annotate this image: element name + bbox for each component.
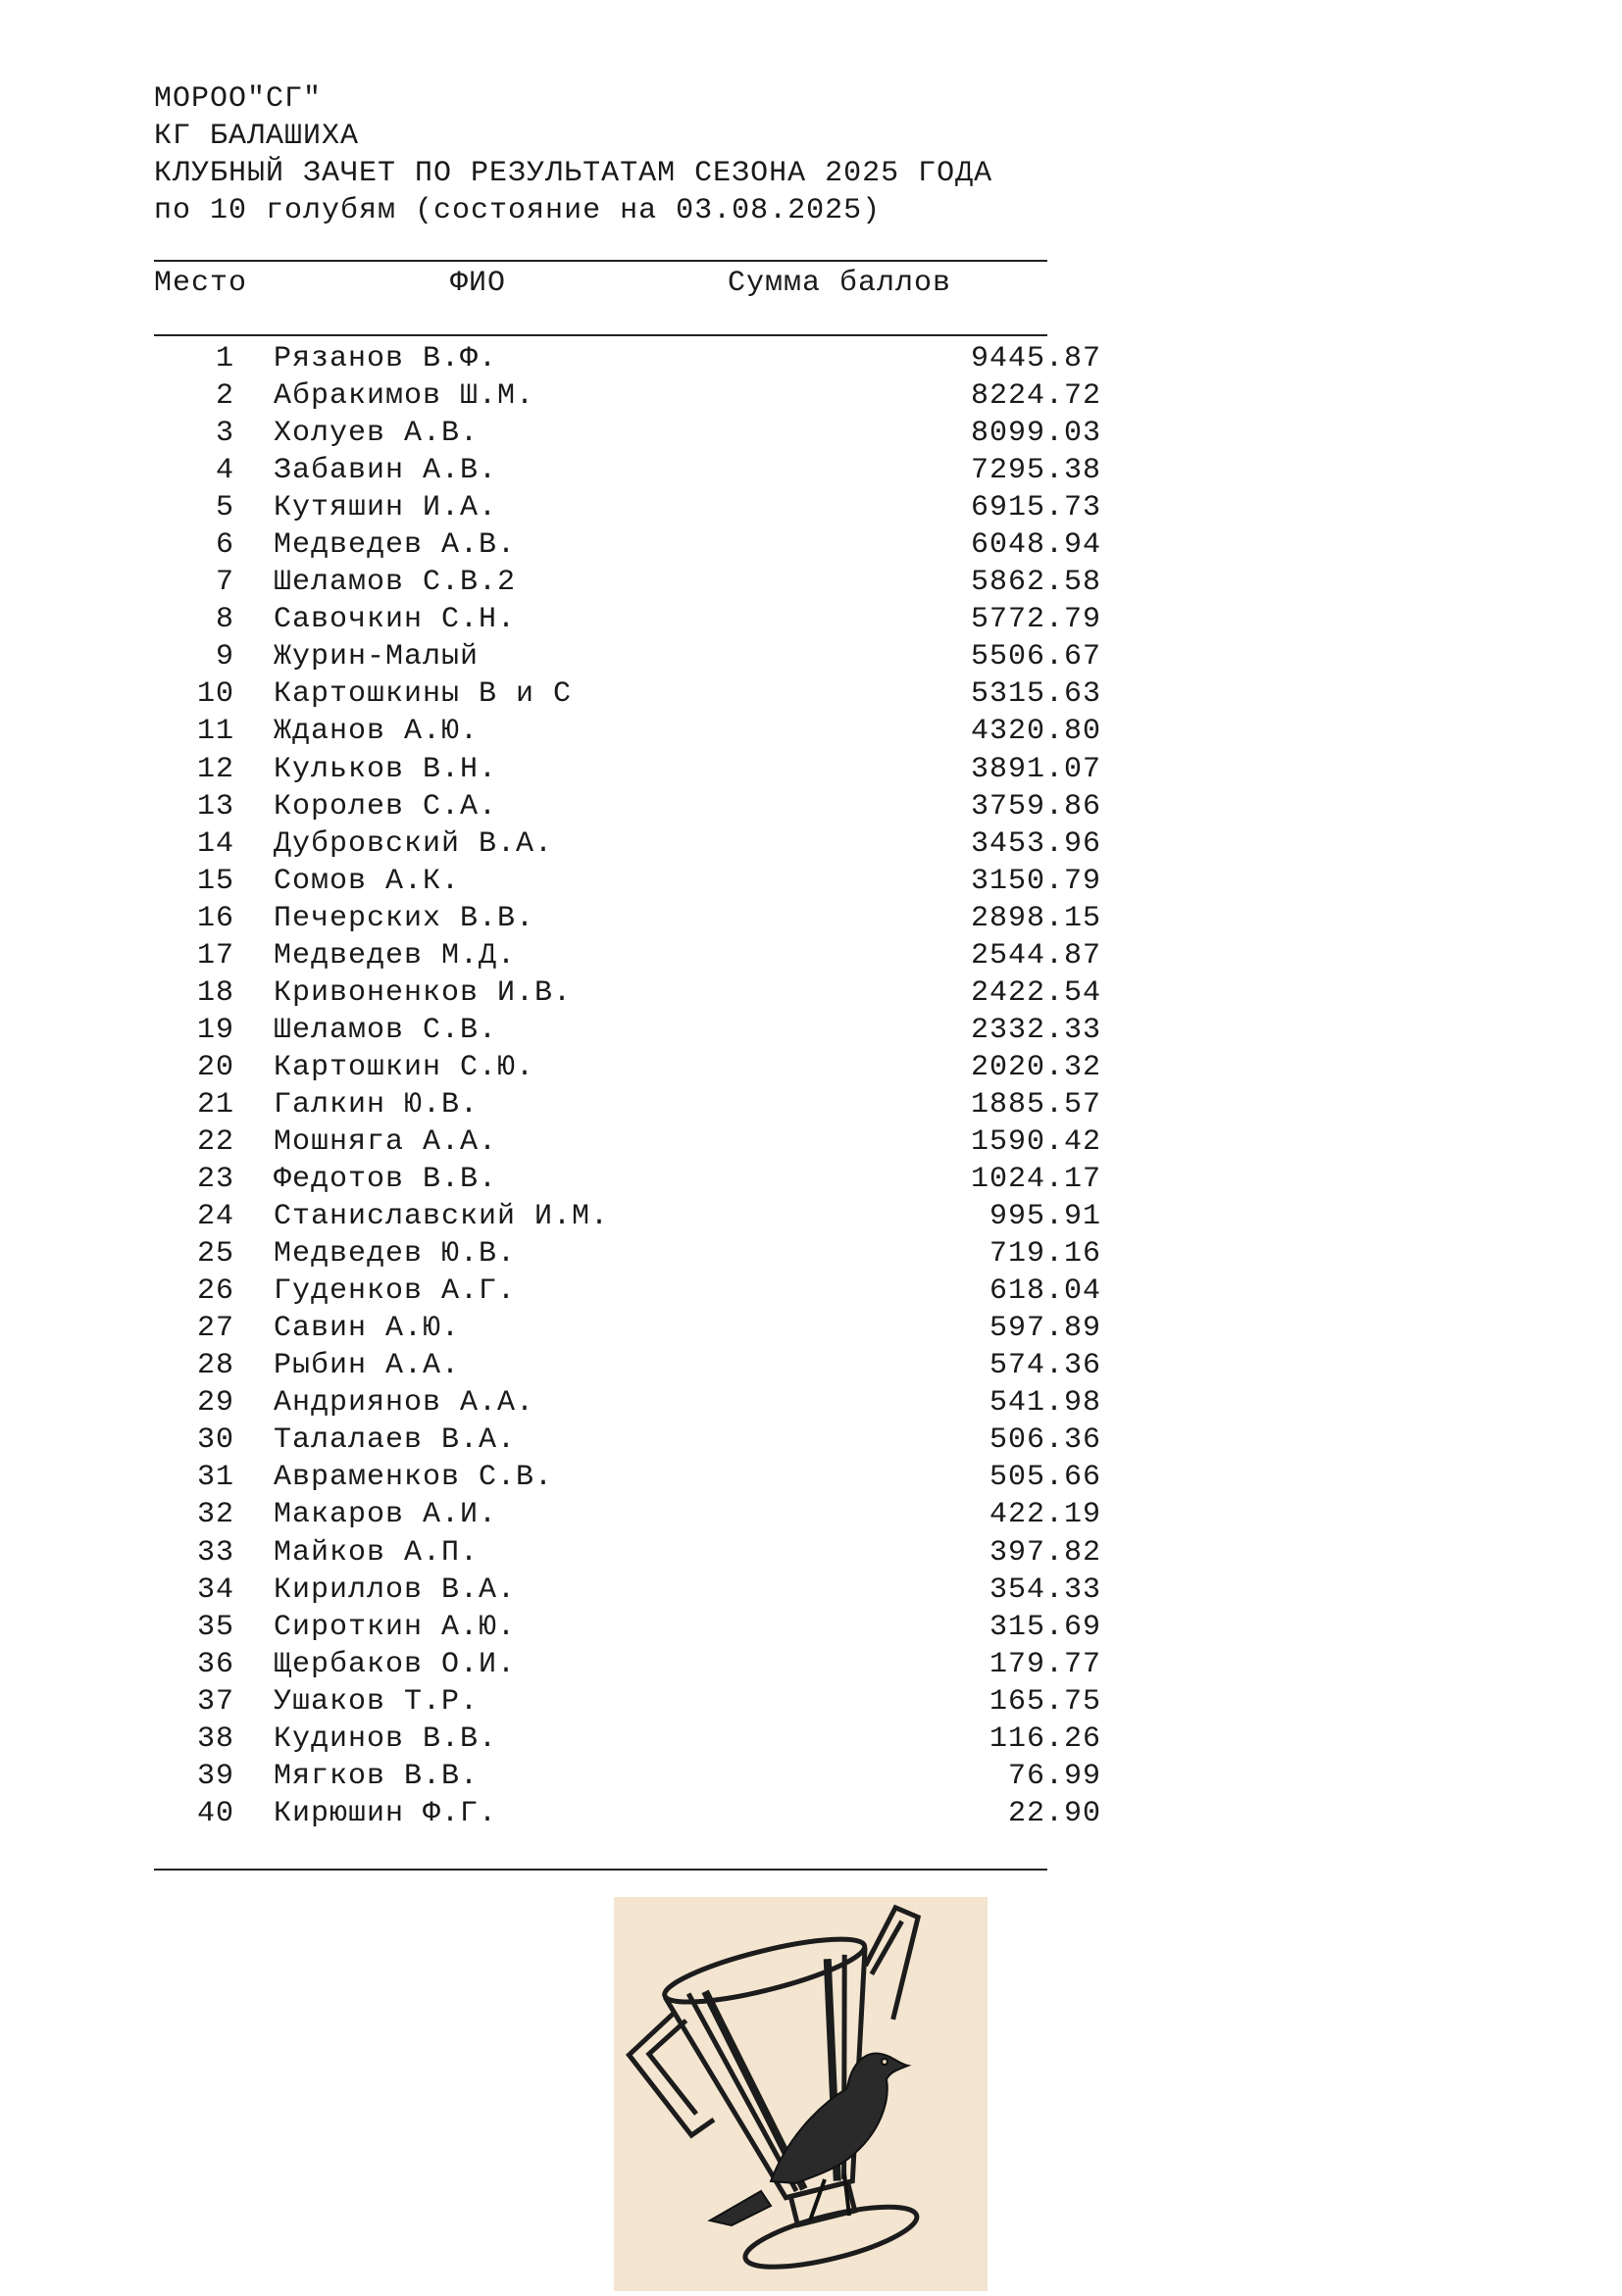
row-score: 3453.96 bbox=[970, 826, 1101, 861]
row-place: 7 bbox=[215, 566, 234, 600]
column-header-name: ФИО bbox=[450, 267, 507, 300]
row-place: 33 bbox=[196, 1535, 234, 1570]
table-row bbox=[154, 1572, 1101, 1609]
row-place: 38 bbox=[196, 1722, 234, 1756]
table-row bbox=[154, 1384, 1101, 1422]
row-score: 597.89 bbox=[988, 1312, 1101, 1346]
table-row bbox=[154, 1609, 1101, 1646]
row-score: 2422.54 bbox=[970, 975, 1101, 1010]
row-place: 3 bbox=[215, 417, 234, 451]
table-row bbox=[154, 415, 1101, 452]
row-name: Кривоненков И.В. bbox=[274, 975, 573, 1010]
table-row bbox=[154, 452, 1101, 489]
row-name: Холуев А.В. bbox=[274, 417, 480, 451]
row-name: Кутяшин И.А. bbox=[274, 491, 498, 525]
row-name: Савин А.Ю. bbox=[274, 1312, 461, 1346]
row-place: 26 bbox=[196, 1274, 234, 1309]
document-header bbox=[154, 80, 992, 229]
row-place: 21 bbox=[196, 1087, 234, 1122]
row-name: Дубровский В.А. bbox=[274, 826, 554, 861]
row-score: 8224.72 bbox=[970, 379, 1101, 414]
row-name: Шеламов С.В.2 bbox=[274, 566, 517, 600]
divider-top bbox=[154, 260, 1047, 262]
row-place: 2 bbox=[215, 379, 234, 414]
table-row bbox=[154, 564, 1101, 601]
row-name: Авраменков С.В. bbox=[274, 1461, 554, 1495]
table-row bbox=[154, 377, 1101, 415]
row-place: 14 bbox=[196, 826, 234, 861]
row-score: 179.77 bbox=[988, 1647, 1101, 1681]
row-score: 116.26 bbox=[988, 1722, 1101, 1756]
table-row bbox=[154, 675, 1101, 713]
table-row bbox=[154, 751, 1101, 788]
table-row bbox=[154, 1646, 1101, 1683]
row-score: 618.04 bbox=[988, 1274, 1101, 1309]
row-score: 995.91 bbox=[988, 1200, 1101, 1234]
row-name: Картошкины В и С bbox=[274, 677, 573, 712]
table-row bbox=[154, 1086, 1101, 1123]
row-name: Майков А.П. bbox=[274, 1535, 480, 1570]
row-place: 19 bbox=[196, 1013, 234, 1047]
table-row bbox=[154, 1683, 1101, 1721]
row-name: Щербаков О.И. bbox=[274, 1647, 517, 1681]
row-place: 10 bbox=[196, 677, 234, 712]
row-place: 11 bbox=[196, 715, 234, 749]
table-row bbox=[154, 825, 1101, 863]
row-name: Кудинов В.В. bbox=[274, 1722, 498, 1756]
table-row bbox=[154, 900, 1101, 937]
row-score: 3759.86 bbox=[970, 789, 1101, 824]
row-score: 2332.33 bbox=[970, 1013, 1101, 1047]
row-score: 5315.63 bbox=[970, 677, 1101, 712]
row-name: Мошняга А.А. bbox=[274, 1124, 498, 1159]
row-place: 37 bbox=[196, 1684, 234, 1719]
table-row bbox=[154, 1049, 1101, 1086]
column-header-score: Сумма баллов bbox=[728, 267, 952, 300]
row-score: 22.90 bbox=[1007, 1796, 1101, 1830]
divider-bottom bbox=[154, 1869, 1047, 1871]
table-row bbox=[154, 1721, 1101, 1758]
row-place: 1 bbox=[215, 342, 234, 375]
table-row bbox=[154, 713, 1101, 750]
row-place: 40 bbox=[196, 1796, 234, 1830]
table-row bbox=[154, 1273, 1101, 1310]
row-score: 1885.57 bbox=[970, 1087, 1101, 1122]
row-place: 32 bbox=[196, 1498, 234, 1532]
row-score: 7295.38 bbox=[970, 454, 1101, 488]
row-name: Андриянов А.А. bbox=[274, 1386, 535, 1421]
row-score: 76.99 bbox=[1007, 1759, 1101, 1793]
row-name: Абракимов Ш.М. bbox=[274, 379, 535, 414]
organization-name: МОРОО"СГ" bbox=[154, 82, 323, 116]
row-name: Федотов В.В. bbox=[274, 1163, 498, 1197]
row-place: 9 bbox=[215, 640, 234, 674]
table-row bbox=[154, 1012, 1101, 1049]
table-header bbox=[154, 265, 1047, 302]
row-score: 506.36 bbox=[988, 1423, 1101, 1458]
trophy-pigeon-icon bbox=[614, 1897, 988, 2291]
row-name: Станиславский И.М. bbox=[274, 1200, 610, 1234]
row-place: 25 bbox=[196, 1237, 234, 1272]
row-place: 23 bbox=[196, 1163, 234, 1197]
document-title: КЛУБНЫЙ ЗАЧЕТ ПО РЕЗУЛЬТАТАМ СЕЗОНА 2025 ГОДА bbox=[154, 157, 993, 190]
row-name: Кириллов В.А. bbox=[274, 1572, 517, 1607]
table-row bbox=[154, 937, 1101, 974]
table-row bbox=[154, 974, 1101, 1012]
row-place: 13 bbox=[196, 789, 234, 824]
row-name: Ушаков Т.Р. bbox=[274, 1684, 480, 1719]
row-place: 15 bbox=[196, 864, 234, 898]
table-row bbox=[154, 601, 1101, 638]
table-row bbox=[154, 526, 1101, 564]
row-score: 397.82 bbox=[988, 1535, 1101, 1570]
table-row bbox=[154, 1198, 1101, 1235]
row-place: 35 bbox=[196, 1610, 234, 1644]
row-score: 5506.67 bbox=[970, 640, 1101, 674]
row-score: 165.75 bbox=[988, 1684, 1101, 1719]
table-row bbox=[154, 863, 1101, 900]
document-subtitle: по 10 голубям (состояние на 03.08.2025) bbox=[154, 194, 882, 227]
row-score: 5862.58 bbox=[970, 566, 1101, 600]
row-name: Макаров А.И. bbox=[274, 1498, 498, 1532]
row-place: 22 bbox=[196, 1124, 234, 1159]
row-name: Рязанов В.Ф. bbox=[274, 342, 498, 375]
row-name: Сомов А.К. bbox=[274, 864, 461, 898]
row-place: 28 bbox=[196, 1349, 234, 1383]
row-place: 24 bbox=[196, 1200, 234, 1234]
table-row bbox=[154, 1795, 1101, 1832]
row-score: 1024.17 bbox=[970, 1163, 1101, 1197]
row-score: 422.19 bbox=[988, 1498, 1101, 1532]
table-row bbox=[154, 1161, 1101, 1198]
row-name: Королев С.А. bbox=[274, 789, 498, 824]
row-name: Журин-Малый bbox=[274, 640, 480, 674]
trophy-pigeon-illustration bbox=[614, 1897, 988, 2291]
table-row bbox=[154, 1123, 1101, 1161]
row-score: 9445.87 bbox=[970, 342, 1101, 375]
row-score: 4320.80 bbox=[970, 715, 1101, 749]
row-name: Забавин А.В. bbox=[274, 454, 498, 488]
row-place: 8 bbox=[215, 603, 234, 637]
row-place: 36 bbox=[196, 1647, 234, 1681]
row-score: 1590.42 bbox=[970, 1124, 1101, 1159]
row-score: 505.66 bbox=[988, 1461, 1101, 1495]
row-name: Медведев Ю.В. bbox=[274, 1237, 517, 1272]
row-score: 2544.87 bbox=[970, 938, 1101, 973]
table-row bbox=[154, 1310, 1101, 1347]
row-score: 8099.03 bbox=[970, 417, 1101, 451]
row-score: 2898.15 bbox=[970, 901, 1101, 935]
row-place: 34 bbox=[196, 1572, 234, 1607]
row-place: 29 bbox=[196, 1386, 234, 1421]
row-name: Медведев М.Д. bbox=[274, 938, 517, 973]
table-row bbox=[154, 788, 1101, 825]
row-place: 12 bbox=[196, 752, 234, 786]
row-name: Рыбин А.А. bbox=[274, 1349, 461, 1383]
row-score: 6915.73 bbox=[970, 491, 1101, 525]
row-name: Савочкин С.Н. bbox=[274, 603, 517, 637]
row-score: 315.69 bbox=[988, 1610, 1101, 1644]
row-name: Картошкин С.Ю. bbox=[274, 1050, 535, 1084]
row-place: 20 bbox=[196, 1050, 234, 1084]
table-row bbox=[154, 1496, 1101, 1533]
row-score: 2020.32 bbox=[970, 1050, 1101, 1084]
row-place: 39 bbox=[196, 1759, 234, 1793]
row-score: 3891.07 bbox=[970, 752, 1101, 786]
row-score: 574.36 bbox=[988, 1349, 1101, 1383]
row-place: 30 bbox=[196, 1423, 234, 1458]
row-name: Шеламов С.В. bbox=[274, 1013, 498, 1047]
club-name: КГ БАЛАШИХА bbox=[154, 120, 360, 153]
table-row bbox=[154, 489, 1101, 526]
row-score: 541.98 bbox=[988, 1386, 1101, 1421]
row-name: Талалаев В.А. bbox=[274, 1423, 517, 1458]
row-name: Кирюшин Ф.Г. bbox=[274, 1796, 498, 1830]
column-header-place: Место bbox=[154, 267, 248, 300]
row-place: 6 bbox=[215, 528, 234, 563]
row-name: Галкин Ю.В. bbox=[274, 1087, 480, 1122]
row-score: 5772.79 bbox=[970, 603, 1101, 637]
table-row bbox=[154, 340, 1101, 377]
table-row bbox=[154, 638, 1101, 675]
row-score: 3150.79 bbox=[970, 864, 1101, 898]
row-name: Сироткин А.Ю. bbox=[274, 1610, 517, 1644]
table-row bbox=[154, 1534, 1101, 1572]
row-score: 354.33 bbox=[988, 1572, 1101, 1607]
row-name: Жданов А.Ю. bbox=[274, 715, 480, 749]
row-name: Печерских В.В. bbox=[274, 901, 535, 935]
row-place: 5 bbox=[215, 491, 234, 525]
row-place: 16 bbox=[196, 901, 234, 935]
row-score: 6048.94 bbox=[970, 528, 1101, 563]
table-row bbox=[154, 1347, 1101, 1384]
table-row bbox=[154, 1758, 1101, 1795]
row-score: 719.16 bbox=[988, 1237, 1101, 1272]
divider-header bbox=[154, 334, 1047, 336]
row-place: 4 bbox=[215, 454, 234, 488]
row-name: Кульков В.Н. bbox=[274, 752, 498, 786]
row-name: Мягков В.В. bbox=[274, 1759, 480, 1793]
row-place: 17 bbox=[196, 938, 234, 973]
row-place: 27 bbox=[196, 1312, 234, 1346]
row-place: 31 bbox=[196, 1461, 234, 1495]
row-name: Медведев А.В. bbox=[274, 528, 517, 563]
table-row bbox=[154, 1459, 1101, 1496]
standings-table bbox=[154, 340, 1101, 1832]
table-row bbox=[154, 1235, 1101, 1273]
row-name: Гуденков А.Г. bbox=[274, 1274, 517, 1309]
table-row bbox=[154, 1422, 1101, 1459]
row-place: 18 bbox=[196, 975, 234, 1010]
